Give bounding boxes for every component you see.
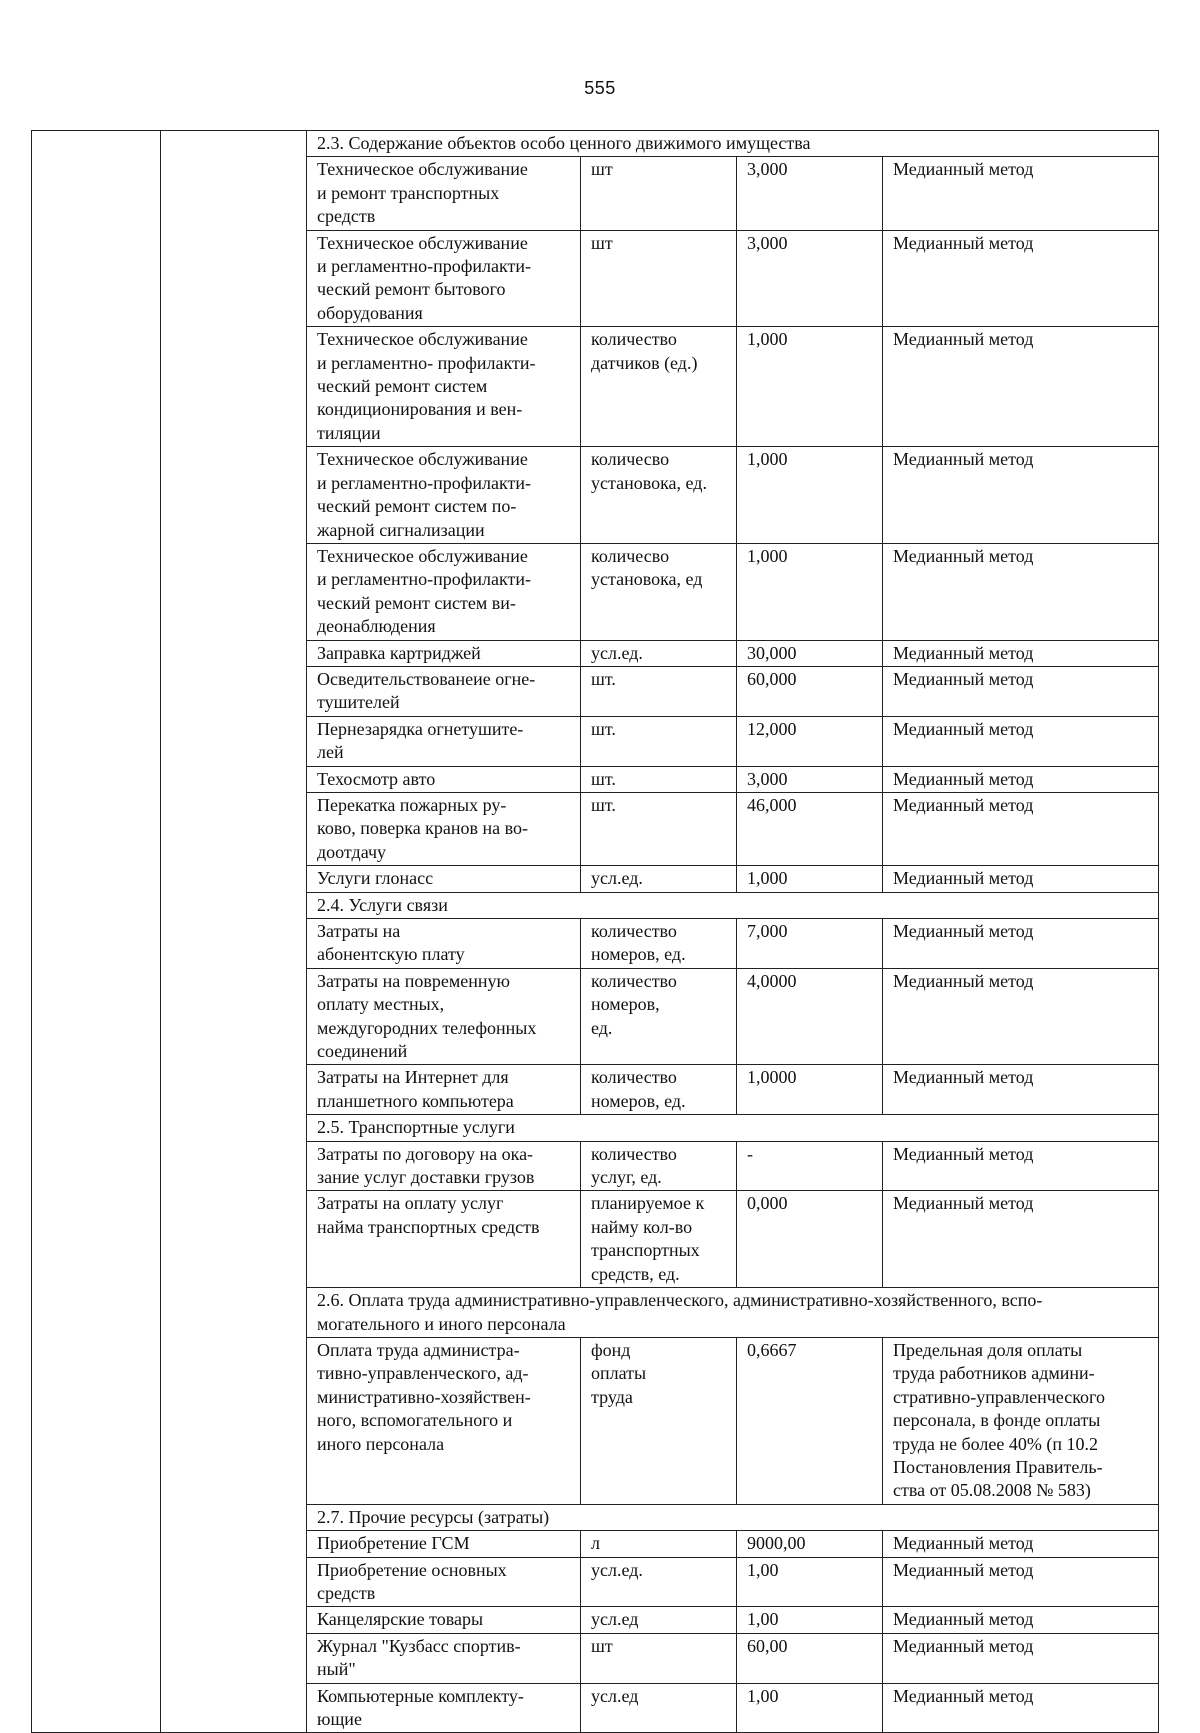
section-title: 2.6. Оплата труда административно-управленческого, административно-хозяйственного, вспо- могательного и иного персонала (307, 1288, 1159, 1338)
quantity-cell: 4,0000 (737, 968, 883, 1065)
unit-cell: планируемое к найму кол-во транспортных средств, ед. (581, 1191, 737, 1288)
quantity-cell: 60,00 (737, 1633, 883, 1683)
method-cell: Медианный метод (883, 792, 1159, 865)
quantity-cell: 1,00 (737, 1683, 883, 1733)
quantity-cell: 60,000 (737, 666, 883, 716)
quantity-cell: 1,000 (737, 543, 883, 640)
unit-cell: количество номеров, ед. (581, 1065, 737, 1115)
cost-item-cell: Пернезарядка огнетушите- лей (307, 716, 581, 766)
method-cell: Медианный метод (883, 1607, 1159, 1633)
cost-item-cell: Затраты по договору на ока- зание услуг доставки грузов (307, 1141, 581, 1191)
cost-item-cell: Перекатка пожарных ру- ково, поверка кранов на во- доотдачу (307, 792, 581, 865)
unit-cell: количество датчиков (ед.) (581, 327, 737, 447)
unit-cell: шт (581, 1633, 737, 1683)
cost-item-cell: Осведительствованеие огне- тушителей (307, 666, 581, 716)
unit-cell: усл.ед. (581, 640, 737, 666)
method-cell: Медианный метод (883, 666, 1159, 716)
quantity-cell: 1,0000 (737, 1065, 883, 1115)
cost-item-cell: Оплата труда администра- тивно-управленческого, ад- министративно-хозяйствен- ного, вспомогательного и иного персонала (307, 1337, 581, 1504)
method-cell: Медианный метод (883, 327, 1159, 447)
cost-item-cell: Затраты на абонентскую плату (307, 919, 581, 969)
unit-cell: количество номеров, ед. (581, 919, 737, 969)
section-title: 2.4. Услуги связи (307, 892, 1159, 918)
method-cell: Медианный метод (883, 1633, 1159, 1683)
cost-item-cell: Техническое обслуживание и регламентно-профилакти- ческий ремонт бытового оборудования (307, 230, 581, 327)
quantity-cell: 1,000 (737, 866, 883, 892)
cost-item-cell: Приобретение ГСМ (307, 1531, 581, 1557)
unit-cell: фонд оплаты труда (581, 1337, 737, 1504)
unit-cell: усл.ед. (581, 1557, 737, 1607)
cost-item-cell: Журнал "Кузбасс спортив- ный" (307, 1633, 581, 1683)
quantity-cell: 7,000 (737, 919, 883, 969)
quantity-cell: 30,000 (737, 640, 883, 666)
unit-cell: усл.ед (581, 1607, 737, 1633)
unit-cell: количесво установока, ед. (581, 447, 737, 544)
cost-item-cell: Приобретение основных средств (307, 1557, 581, 1607)
method-cell: Медианный метод (883, 543, 1159, 640)
quantity-cell: - (737, 1141, 883, 1191)
unit-cell: л (581, 1531, 737, 1557)
method-cell: Медианный метод (883, 716, 1159, 766)
method-cell: Медианный метод (883, 640, 1159, 666)
section-title: 2.5. Транспортные услуги (307, 1115, 1159, 1141)
unit-cell: шт (581, 157, 737, 230)
quantity-cell: 0,000 (737, 1191, 883, 1288)
unit-cell: шт. (581, 766, 737, 792)
unit-cell: шт. (581, 666, 737, 716)
quantity-cell: 1,000 (737, 447, 883, 544)
cost-item-cell: Услуги глонасс (307, 866, 581, 892)
method-cell: Медианный метод (883, 1557, 1159, 1607)
method-cell: Медианный метод (883, 866, 1159, 892)
quantity-cell: 46,000 (737, 792, 883, 865)
method-cell: Медианный метод (883, 157, 1159, 230)
unit-cell: шт. (581, 716, 737, 766)
quantity-cell: 0,6667 (737, 1337, 883, 1504)
section-title: 2.3. Содержание объектов особо ценного движимого имущества (307, 131, 1159, 157)
resource-norms-table (31, 130, 1159, 1733)
unit-cell: усл.ед. (581, 866, 737, 892)
method-cell: Медианный метод (883, 1141, 1159, 1191)
section-header-row (32, 131, 1159, 157)
method-cell: Медианный метод (883, 1191, 1159, 1288)
quantity-cell: 1,00 (737, 1607, 883, 1633)
blank-column-1 (32, 131, 161, 1733)
method-cell: Медианный метод (883, 447, 1159, 544)
method-cell: Медианный метод (883, 919, 1159, 969)
method-cell: Медианный метод (883, 1683, 1159, 1733)
section-title: 2.7. Прочие ресурсы (затраты) (307, 1504, 1159, 1530)
cost-item-cell: Заправка картриджей (307, 640, 581, 666)
unit-cell: шт. (581, 792, 737, 865)
cost-item-cell: Техническое обслуживание и регламентно-профилакти- ческий ремонт систем ви- деонаблюдения (307, 543, 581, 640)
quantity-cell: 3,000 (737, 766, 883, 792)
cost-item-cell: Техническое обслуживание и регламентно-профилакти- ческий ремонт систем по- жарной сигнализации (307, 447, 581, 544)
quantity-cell: 1,000 (737, 327, 883, 447)
unit-cell: количество номеров, ед. (581, 968, 737, 1065)
unit-cell: количесво установока, ед (581, 543, 737, 640)
quantity-cell: 3,000 (737, 157, 883, 230)
cost-item-cell: Канцелярские товары (307, 1607, 581, 1633)
quantity-cell: 9000,00 (737, 1531, 883, 1557)
method-cell: Медианный метод (883, 1065, 1159, 1115)
method-cell: Медианный метод (883, 968, 1159, 1065)
quantity-cell: 12,000 (737, 716, 883, 766)
blank-column-2 (161, 131, 307, 1733)
cost-item-cell: Техническое обслуживание и регламентно- профилакти- ческий ремонт систем кондиционирования и вен- тиляции (307, 327, 581, 447)
cost-item-cell: Затраты на оплату услуг найма транспортных средств (307, 1191, 581, 1288)
unit-cell: шт (581, 230, 737, 327)
unit-cell: количество услуг, ед. (581, 1141, 737, 1191)
cost-item-cell: Компьютерные комплекту- ющие (307, 1683, 581, 1733)
cost-item-cell: Техосмотр авто (307, 766, 581, 792)
method-cell: Медианный метод (883, 1531, 1159, 1557)
cost-item-cell: Затраты на Интернет для планшетного компьютера (307, 1065, 581, 1115)
method-cell: Медианный метод (883, 766, 1159, 792)
method-cell: Медианный метод (883, 230, 1159, 327)
quantity-cell: 1,00 (737, 1557, 883, 1607)
cost-item-cell: Затраты на повременную оплату местных, междугородних телефонных соединений (307, 968, 581, 1065)
unit-cell: усл.ед (581, 1683, 737, 1733)
quantity-cell: 3,000 (737, 230, 883, 327)
cost-item-cell: Техническое обслуживание и ремонт транспортных средств (307, 157, 581, 230)
page-number: 555 (584, 78, 616, 98)
method-cell: Предельная доля оплаты труда работников админи- стративно-управленческого персонала, в фонде оплаты труда не более 40% (п 10.2 Постановления Правитель- ства от 05.08.2008 № 583) (883, 1337, 1159, 1504)
